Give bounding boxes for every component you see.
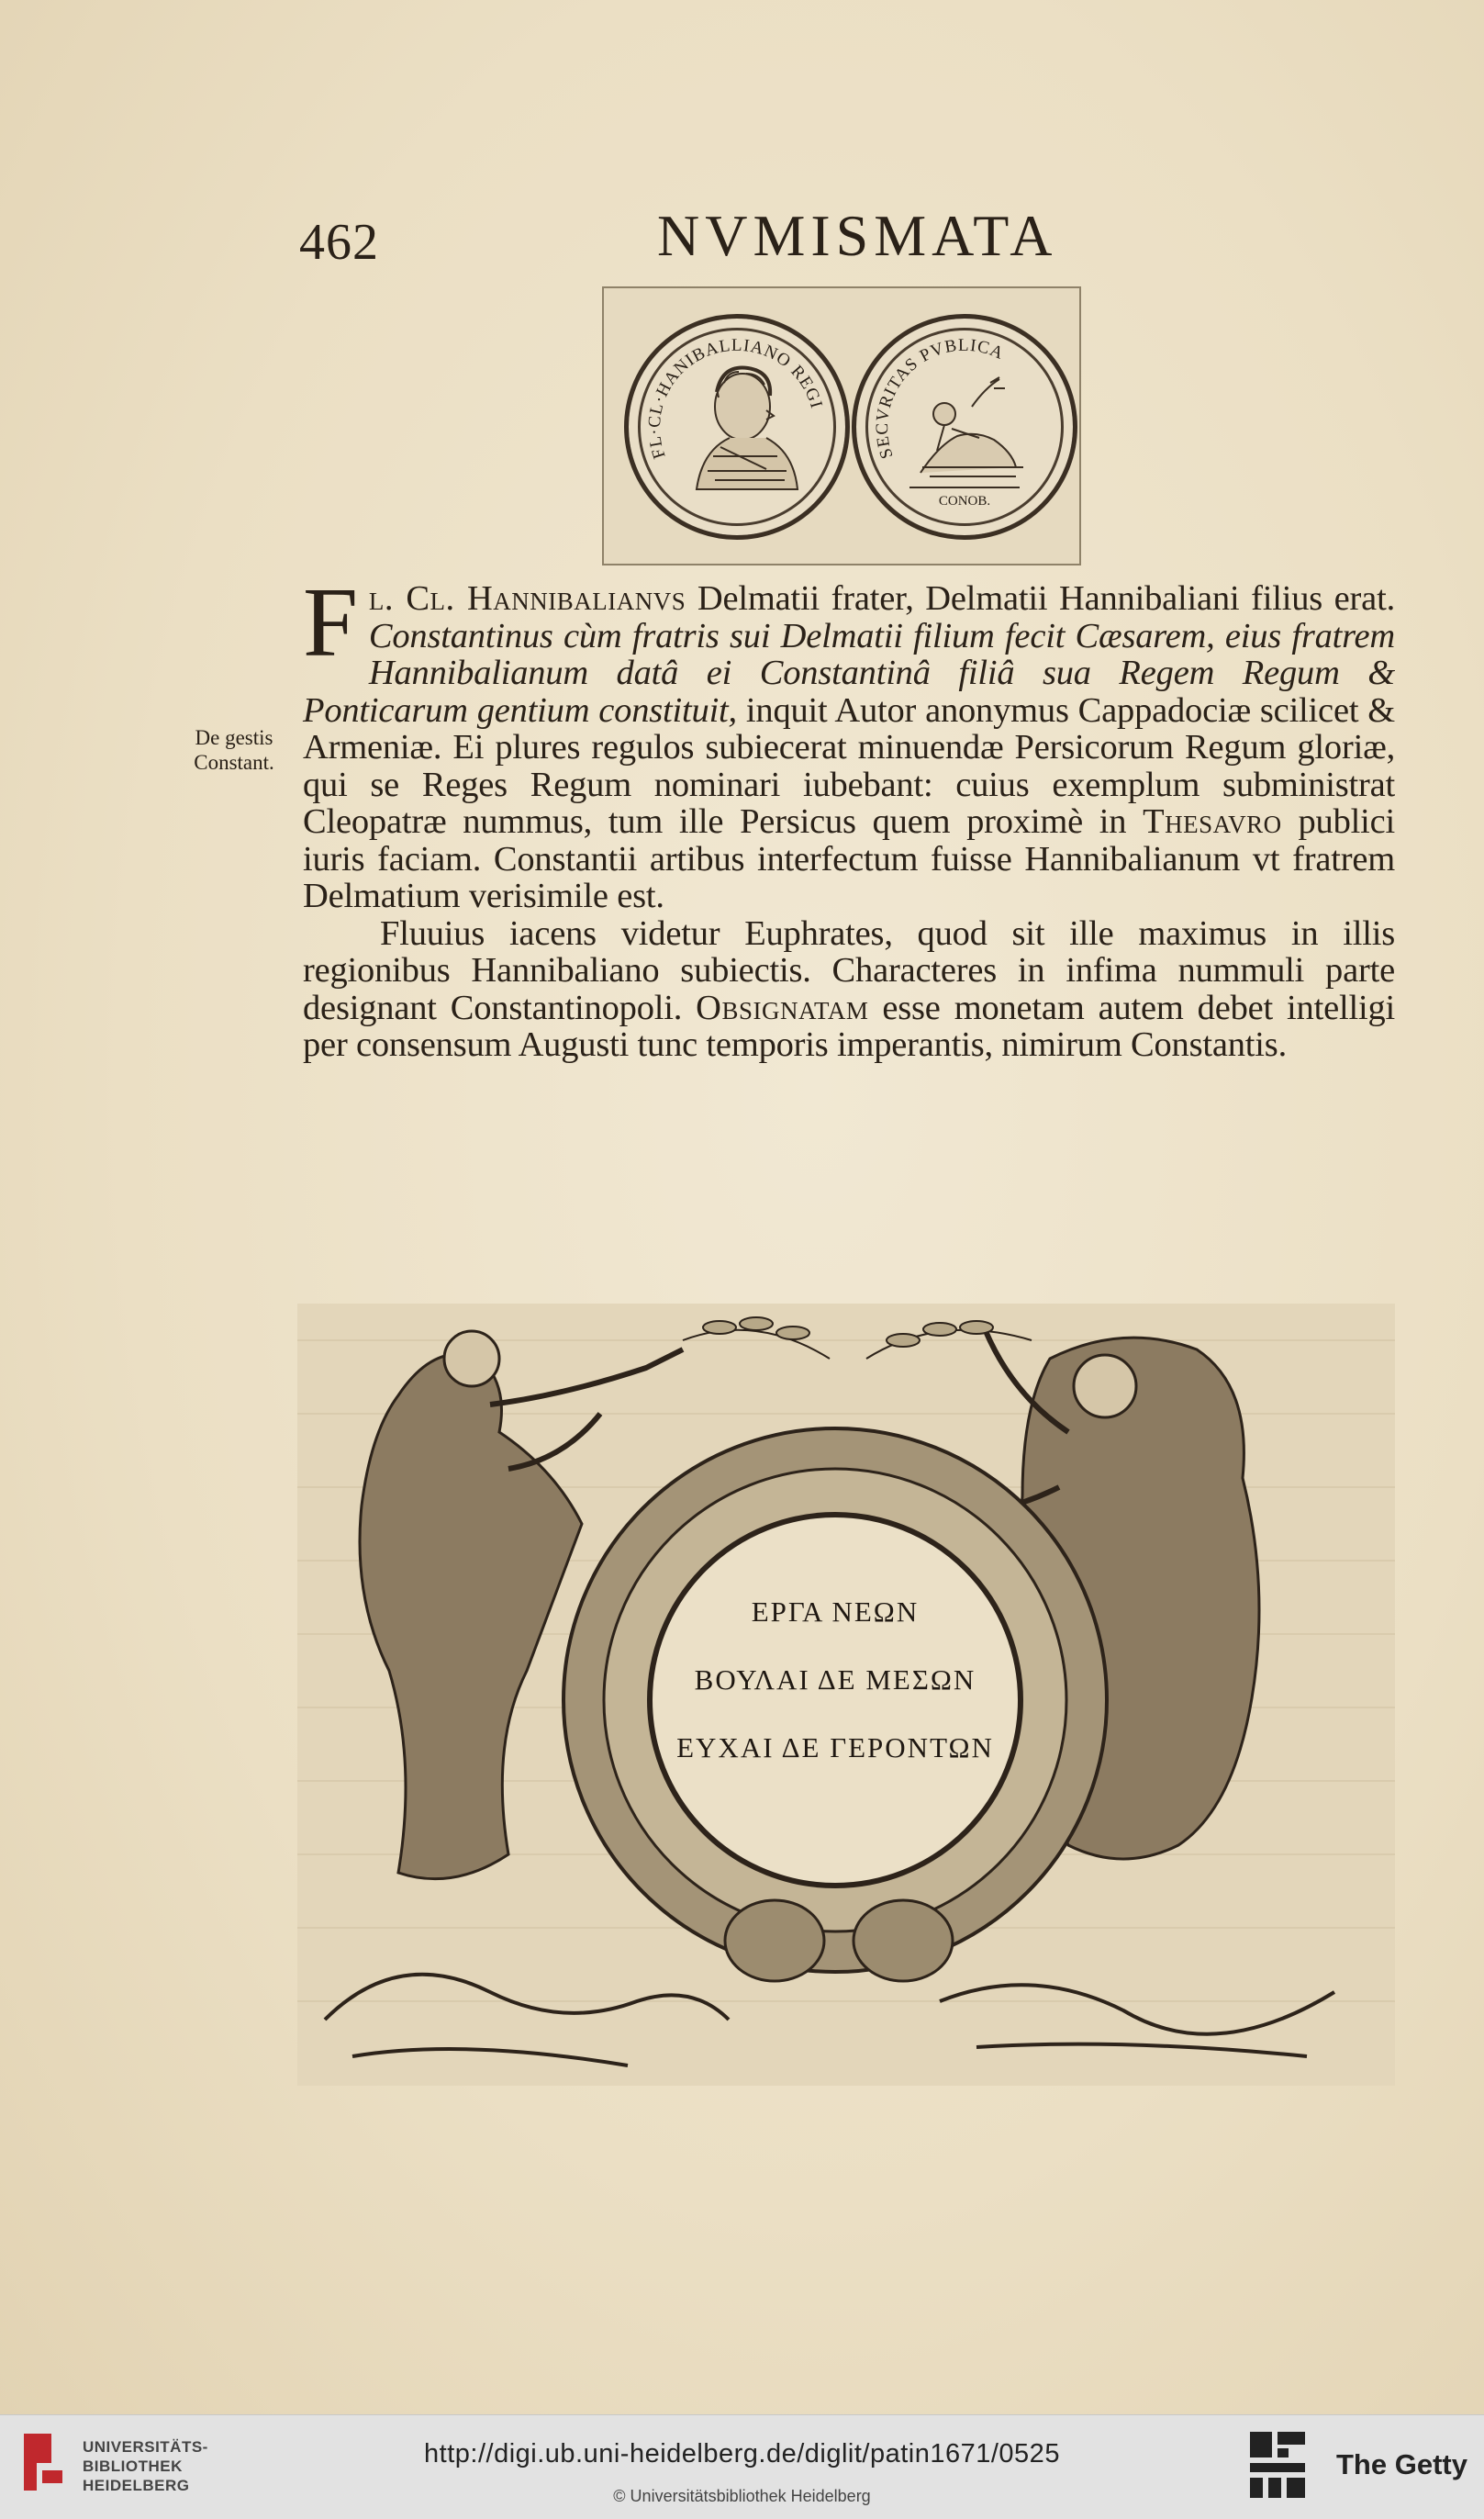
getty-logo-icon[interactable] [1246,2428,1312,2502]
paragraph-1-text-1: Delmatii frater, Delmatii Hannibaliani filius erat. [686,579,1395,618]
drop-cap: F [303,568,358,677]
paragraph-2-text-2: esse monetam autem debet intelligi per consensum Augusti tunc temporis imperantis, nimirum Constantis. [303,988,1395,1064]
reclining-river-god [921,377,1023,476]
engraved-vignette [297,1304,1395,2086]
coin-reverse [852,314,1077,540]
thesavro-small-caps: Thesavro [1143,802,1282,841]
footer-bar [0,2414,1484,2519]
emperor-bust [697,368,798,489]
obverse-legend: FL·CL·HANIBALLIANO REGI [644,335,827,462]
reverse-legend: SECVRITAS PVBLICA [872,335,1008,462]
institution-name-line2: BIBLIOTHEK [83,2457,183,2475]
obverse-engraving [629,319,845,535]
permalink-url[interactable]: http://digi.ub.uni-heidelberg.de/diglit/patin1671/0525 [424,2439,1060,2469]
coin-plate [602,286,1081,565]
reverse-exergue: CONOB. [938,494,991,509]
copyright-notice: © Universitätsbibliothek Heidelberg [613,2487,871,2505]
body-text [303,568,1395,1064]
paragraph-1-text-3: publici iuris faciam. Constantii artibus interfectum fuisse Hannibalianum vt fratrem Delmatium verisimile est. [303,802,1395,915]
institution-name-line1: UNIVERSITÄTS- [83,2438,208,2456]
paragraph-2 [303,915,1395,1064]
inscription-line-1: ΕΡΓΑ ΝΕΩΝ [751,1595,920,1628]
marginal-note-line2: Constant. [194,751,274,774]
running-title: NVMISMATA [657,203,1058,268]
partner-name[interactable]: The Getty [1336,2448,1467,2480]
inscription-line-3: ΕΥΧΑΙ ΔΕ ΓΕΡΟΝΤΩΝ [676,1731,994,1763]
latin-quotation: Constantinus cùm fratris sui Delmatii filium fecit Cæsarem, eius fratrem Hannibalianum datâ ei Constantinâ filiâ sua Regem Regum & Ponticarum gentium constituit, [303,616,1395,730]
obsignatam-small-caps: Obsignatam [696,988,869,1027]
inscription-tablet [650,1515,1021,1886]
coin-obverse [624,314,850,540]
reverse-engraving [856,319,1073,535]
page-number: 462 [299,214,379,271]
paragraph-2-text-1: Fluuius iacens videtur Euphrates, quod sit ille maximus in illis regionibus Hannibaliano subiectis. Characteres in infima nummuli parte designant Constantinopoli. [303,913,1395,1027]
marginal-note-line1: De gestis [195,726,273,749]
marginal-note [184,725,285,775]
institution-name-line3: HEIDELBERG [83,2477,190,2494]
paragraph-1-text-2: inquit Autor anonymus Cappadociæ scilicet & Armeniæ. Ei plures regulos subiecerat minuendæ Persicorum Regum gloriæ, qui se Reges Regum nominari iubebant: cuius exemplum subministrat Cleopatræ nummus, tum ille Persicus quem proximè in [303,690,1395,841]
name-small-caps: l. Cl. Hannibalianvs [368,579,686,618]
inscription-line-2: ΒΟΥΛΑΙ ΔΕ ΜΕΣΩΝ [694,1663,976,1696]
paragraph-1 [303,568,1395,915]
